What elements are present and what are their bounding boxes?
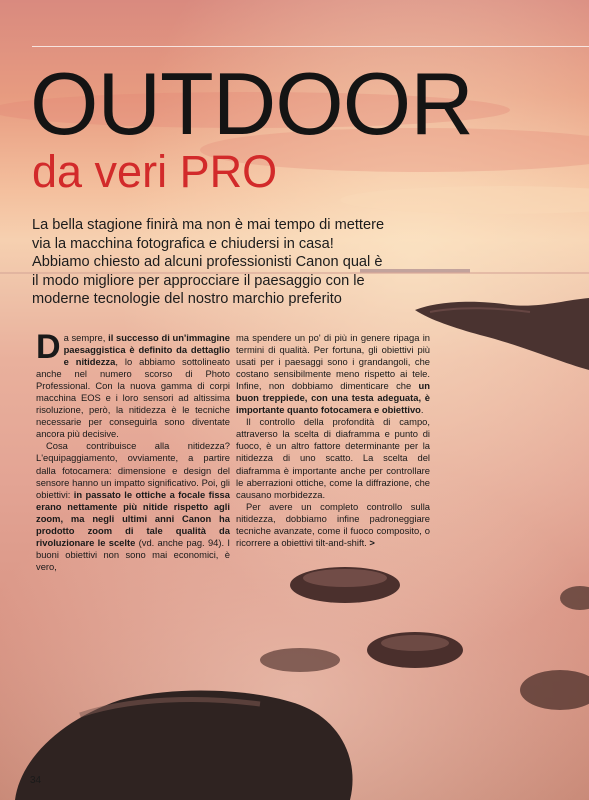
drop-cap: D	[36, 328, 61, 366]
text-run: ma spendere un po' di più in genere ripaga in termini di qualità. Per fortuna, gli obiettivi più usati per i paesaggi sono i grandangoli, che costano sensibilmente meno rispetto ai tele. Infine, non dobbiamo dimenticare che	[236, 332, 430, 392]
text-run: (vd. anche pag. 94). I buoni obiettivi non sono mai economici, è vero,	[36, 536, 230, 572]
headline-subtitle: da veri PRO	[32, 146, 278, 197]
body-paragraph: Il controllo della profondità di campo, attraverso la scelta di diaframma e punto di fuoco, è un altro fattore determinante per la nitidezza di uno scatto. La scelta del diaframma è importante anche per controllare le aberrazioni ottiche, come la diffrazione, che causano morbidezza.	[236, 416, 430, 500]
bold-text-run: un buon treppiede, con una testa adeguata, è importante quanto fotocamera e obiettivo	[236, 380, 430, 416]
body-paragraph	[236, 332, 430, 416]
text-run: .	[420, 404, 424, 416]
page-number: 34	[30, 775, 42, 786]
bold-text-run: il successo di un'immagine paesaggistica è definito da dettaglio e nitidezza	[63, 332, 230, 368]
body-paragraph	[36, 440, 230, 573]
text-run: a sempre,	[63, 332, 109, 343]
body-column-2	[236, 332, 430, 549]
text-run: , lo abbiamo sottolineato anche nel numero scorso di Photo Professional. Con la nuova gamma di corpi macchina EOS e i loro sensori ad altissima risoluzione, però, la nitidezza è le tecniche necessarie per conseguirla sono diventate ancora più decisive.	[36, 356, 230, 440]
bold-text-run: in passato le ottiche a focale fissa erano nettamente più nitide rispetto agli zoom, ma negli ultimi anni Canon ha prodotto zoom di tale qualità da rivoluzionare le scelte	[36, 488, 230, 548]
body-paragraph	[36, 328, 230, 440]
body-column-1	[36, 328, 230, 573]
continue-arrow-icon: >	[366, 536, 375, 548]
top-divider-line	[32, 46, 589, 47]
text-run: Cosa contribuisce alla nitidezza? L'equipaggiamento, ovviamente, a partire dalla fotocamera: dimensione e design del sensore hanno un impatto significativo. Poi, gli obiettivi:	[36, 440, 230, 500]
intro-paragraph: La bella stagione finirà ma non è mai tempo di mettere via la macchina fotografica e chiudersi in casa! Abbiamo chiesto ad alcuni professionisti Canon qual è il modo migliore per approcciare il paesaggio con le moderne tecnologie del nostro marchio preferito	[32, 217, 385, 308]
body-paragraph	[236, 501, 430, 549]
text-run: Per avere un completo controllo sulla nitidezza, dobbiamo infine padroneggiare tecniche avanzate, come il fuoco composito, o ricorrere a obiettivi tilt-and-shift.	[236, 500, 430, 548]
headline-title: OUTDOOR	[30, 54, 473, 153]
